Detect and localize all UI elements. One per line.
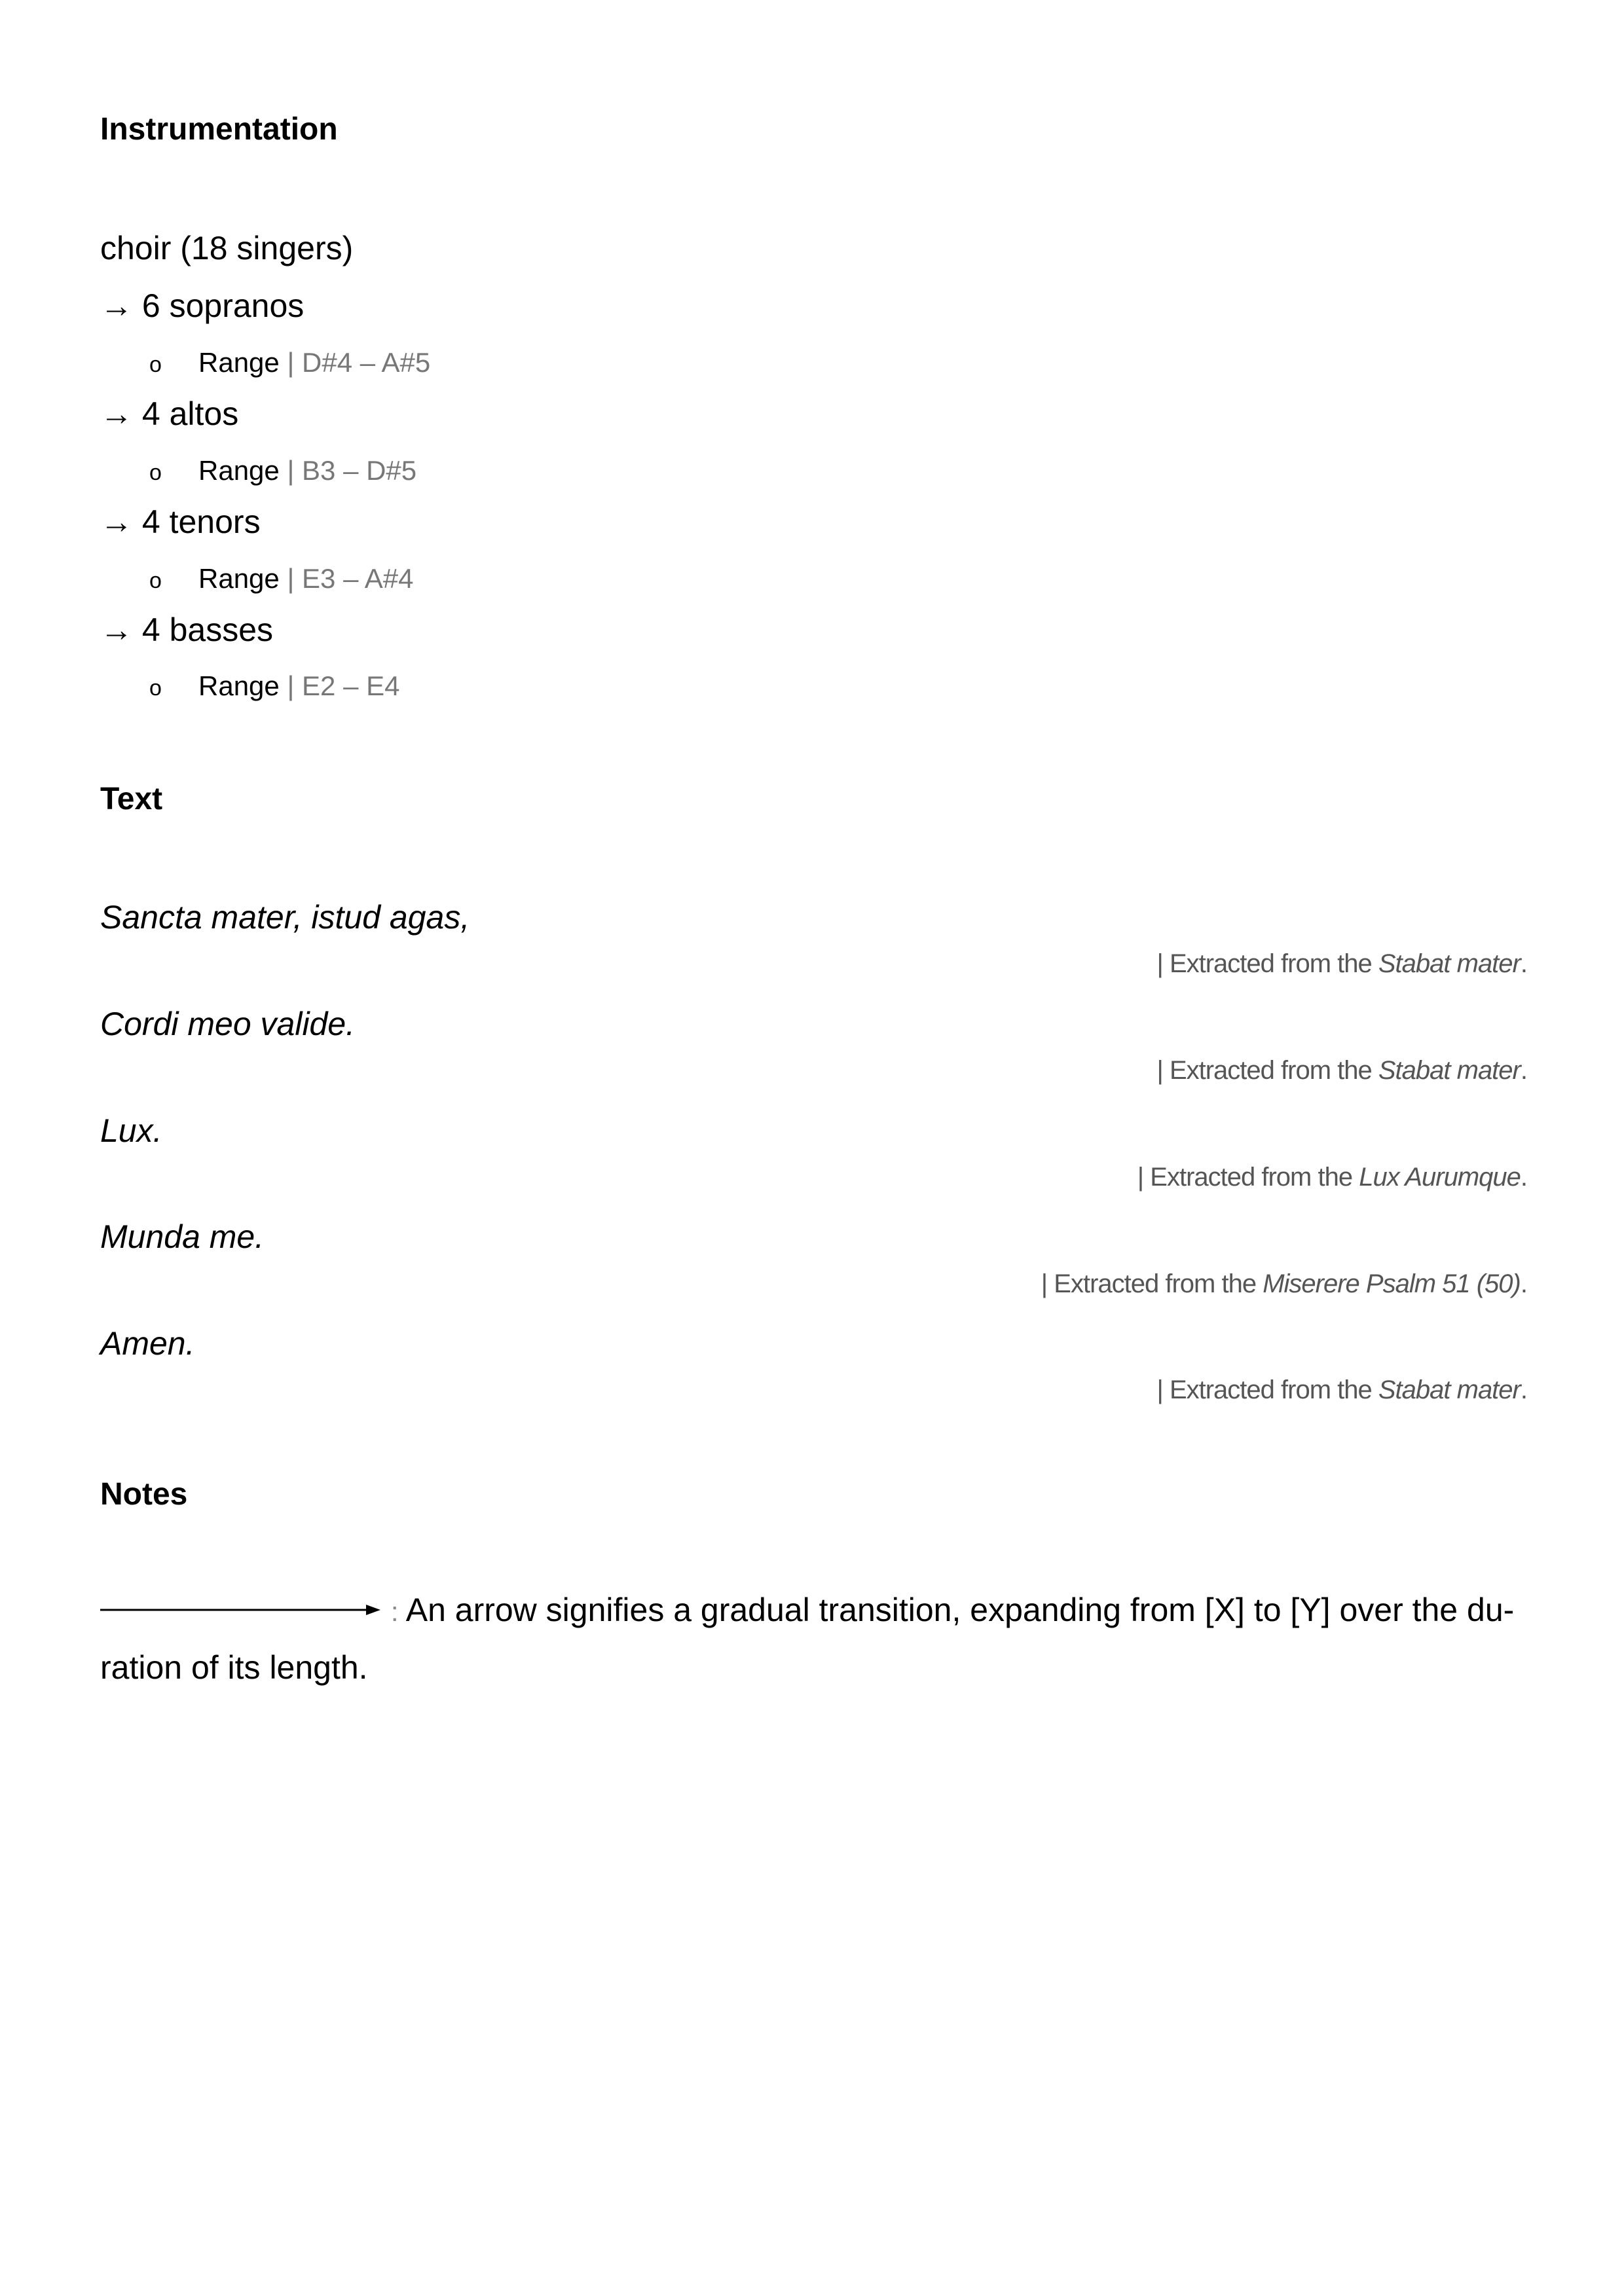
range-value: E2 – E4 — [302, 670, 400, 701]
range-value: E3 – A#4 — [302, 563, 414, 594]
source-prefix: | Extracted from the — [1137, 1163, 1359, 1192]
range-label: Range — [198, 670, 280, 701]
range-sopranos — [149, 347, 430, 378]
source-prefix: | Extracted from the — [1156, 949, 1378, 978]
voice-tenors — [100, 503, 261, 541]
verse-source — [1041, 1269, 1527, 1299]
source-suffix: . — [1520, 1056, 1527, 1085]
source-prefix: | Extracted from the — [1156, 1376, 1378, 1404]
voice-altos — [100, 395, 238, 433]
verse-line: Lux. — [100, 1112, 162, 1149]
source-work: Lux Aurumque — [1359, 1163, 1521, 1192]
range-altos — [149, 455, 416, 486]
ensemble-line: choir (18 singers) — [100, 230, 354, 266]
bullet-icon: o — [149, 568, 162, 593]
bullet-icon: o — [149, 352, 162, 377]
source-prefix: | Extracted from the — [1041, 1269, 1263, 1298]
source-suffix: . — [1520, 1376, 1527, 1404]
bullet-icon: o — [149, 676, 162, 701]
voice-count: 4 tenors — [141, 503, 261, 540]
verse-source — [1156, 1376, 1527, 1405]
source-work: Stabat mater — [1378, 1376, 1521, 1404]
instrumentation-heading: Instrumentation — [100, 112, 338, 147]
verse-line: Munda me. — [100, 1218, 265, 1255]
voice-basses — [100, 611, 273, 649]
verse-source — [1156, 949, 1527, 979]
source-suffix: . — [1520, 949, 1527, 978]
voice-count: 4 altos — [141, 395, 239, 432]
arrow-right-icon: → — [100, 287, 133, 324]
range-separator: | — [287, 563, 295, 594]
range-label: Range — [198, 347, 280, 378]
verse-line: Cordi meo valide. — [100, 1006, 356, 1042]
range-tenors — [149, 563, 414, 594]
range-label: Range — [198, 455, 280, 486]
arrow-right-icon: → — [100, 395, 133, 432]
source-prefix: | Extracted from the — [1156, 1056, 1378, 1085]
notes-line-2: ration of its length. — [100, 1649, 368, 1686]
range-value: D#4 – A#5 — [302, 347, 431, 378]
voice-count: 6 sopranos — [141, 287, 304, 324]
verse-source — [1156, 1056, 1527, 1085]
arrow-right-icon: → — [100, 611, 133, 648]
range-separator: | — [287, 347, 295, 378]
range-separator: | — [287, 455, 295, 486]
arrow-right-icon: → — [100, 503, 133, 540]
note-colon: : — [390, 1596, 399, 1627]
text-heading: Text — [100, 782, 163, 816]
notes-heading: Notes — [100, 1477, 188, 1512]
source-suffix: . — [1520, 1269, 1527, 1298]
voice-count: 4 basses — [141, 611, 274, 648]
note-text: An arrow signifies a gradual transition, expanding from [X] to [Y] over the du- — [405, 1592, 1515, 1628]
range-value: B3 – D#5 — [302, 455, 417, 486]
source-work: Miserere Psalm 51 (50) — [1263, 1269, 1521, 1298]
source-work: Stabat mater — [1378, 949, 1521, 978]
range-separator: | — [287, 670, 295, 701]
notes-line-1 — [100, 1591, 1528, 1629]
verse-line: Sancta mater, istud agas, — [100, 899, 470, 936]
range-label: Range — [198, 563, 280, 594]
source-suffix: . — [1520, 1163, 1527, 1192]
verse-line: Amen. — [100, 1325, 195, 1362]
range-basses — [149, 670, 399, 702]
verse-source — [1137, 1163, 1527, 1192]
source-work: Stabat mater — [1378, 1056, 1521, 1085]
voice-sopranos — [100, 287, 304, 325]
bullet-icon: o — [149, 460, 162, 485]
long-arrow-icon — [100, 1602, 382, 1618]
